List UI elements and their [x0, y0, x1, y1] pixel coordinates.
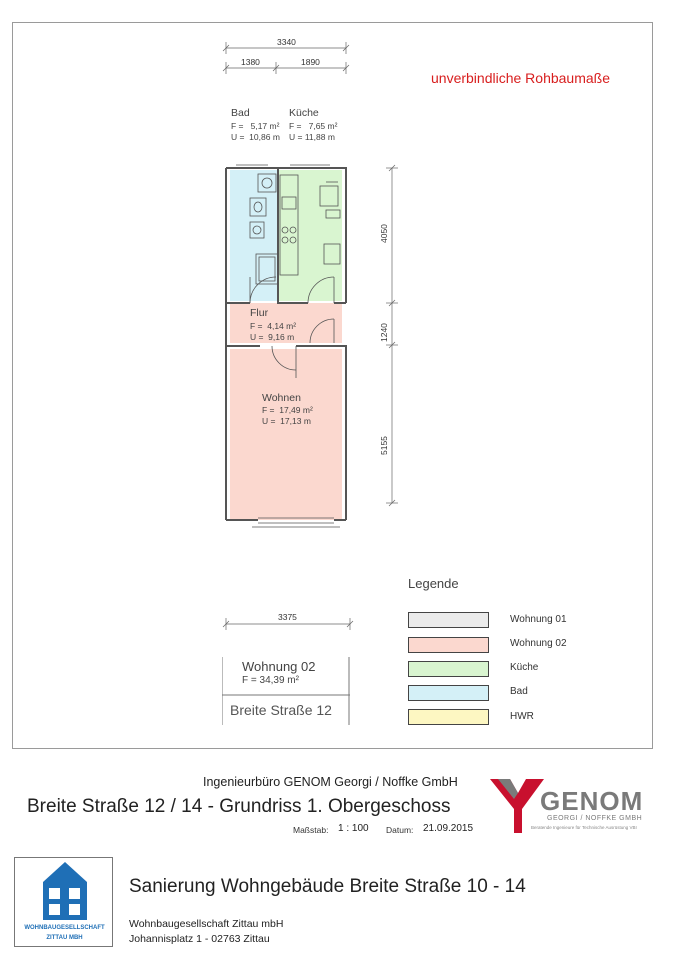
summary-area: F = 34,39 m² [242, 675, 299, 686]
dim-right-mid-text: 1240 [379, 323, 389, 342]
summary-street: Breite Straße 12 [230, 702, 332, 718]
client-address: Johannisplatz 1 - 02763 Zittau [129, 933, 270, 945]
date-label: Datum: [386, 825, 414, 835]
unit-summary-box [222, 657, 350, 725]
dim-top-left: 1380 [241, 57, 260, 67]
scale-label: Maßstab: [293, 825, 329, 835]
client-name: Wohnbaugesellschaft Zittau mbH [129, 918, 284, 930]
room-kueche-fill [279, 170, 342, 301]
client-logo-box [14, 857, 113, 947]
client-logo-icon [35, 860, 95, 922]
room-wohnen-area: F = 17,49 m² [262, 405, 313, 415]
client-logo-text1: WOHNBAUGESELLSCHAFT [24, 925, 105, 931]
dim-bottom-total: 3375 [278, 612, 297, 622]
genom-logo-name: GENOM [540, 786, 644, 816]
footer-company: Ingenieurbüro GENOM Georgi / Noffke GmbH [203, 775, 458, 789]
legend-label-kueche: Küche [510, 662, 539, 673]
dim-right-bottom-text: 5155 [379, 436, 389, 455]
date-value: 21.09.2015 [423, 823, 474, 834]
room-kueche-name: Küche [289, 107, 319, 119]
room-bad-area: F = 5,17 m² [231, 121, 280, 131]
legend-title: Legende [408, 576, 459, 591]
plan-title: Breite Straße 12 / 14 - Grundriss 1. Obergeschoss [27, 796, 451, 817]
room-wohnen-fill [230, 349, 342, 520]
dim-top-right: 1890 [301, 57, 320, 67]
room-kueche-area: F = 7,65 m² [289, 121, 338, 131]
room-wohnen-name: Wohnen [262, 392, 301, 404]
genom-logo-sub: GEORGI / NOFFKE GMBH [547, 815, 643, 822]
room-bad-name: Bad [231, 107, 250, 119]
client-logo-text2: ZITTAU MBH [46, 935, 83, 941]
legend-label-wohnung02: Wohnung 02 [510, 638, 567, 649]
legend-swatch-hwr [408, 709, 489, 725]
legend-swatch-bad [408, 685, 489, 701]
project-title: Sanierung Wohngebäude Breite Straße 10 - 14 [129, 876, 526, 897]
room-flur-name: Flur [250, 307, 269, 319]
genom-logo-tagline: Beratende Ingenieure für Technische Ausrüstung VBI [531, 825, 637, 830]
legend-label-wohnung01: Wohnung 01 [510, 614, 567, 625]
room-flur-perimeter: U = 9,16 m [250, 332, 295, 342]
room-kueche-perimeter: U = 11,88 m [289, 132, 335, 142]
legend-label-bad: Bad [510, 686, 528, 697]
legend-swatch-kueche [408, 661, 489, 677]
scale-value: 1 : 100 [338, 823, 369, 834]
legend-label-hwr: HWR [510, 711, 534, 722]
room-wohnen-perimeter: U = 17,13 m [262, 416, 311, 426]
room-flur-area: F = 4,14 m² [250, 321, 297, 331]
legend-swatch-wohnung02 [408, 637, 489, 653]
room-bad-perimeter: U = 10,86 m [231, 132, 280, 142]
legend-swatch-wohnung01 [408, 612, 489, 628]
dim-right-top-text: 4050 [379, 224, 389, 243]
summary-unit: Wohnung 02 [242, 659, 316, 674]
disclaimer-text: unverbindliche Rohbaumaße [431, 70, 610, 86]
dim-top-total: 3340 [277, 37, 296, 47]
